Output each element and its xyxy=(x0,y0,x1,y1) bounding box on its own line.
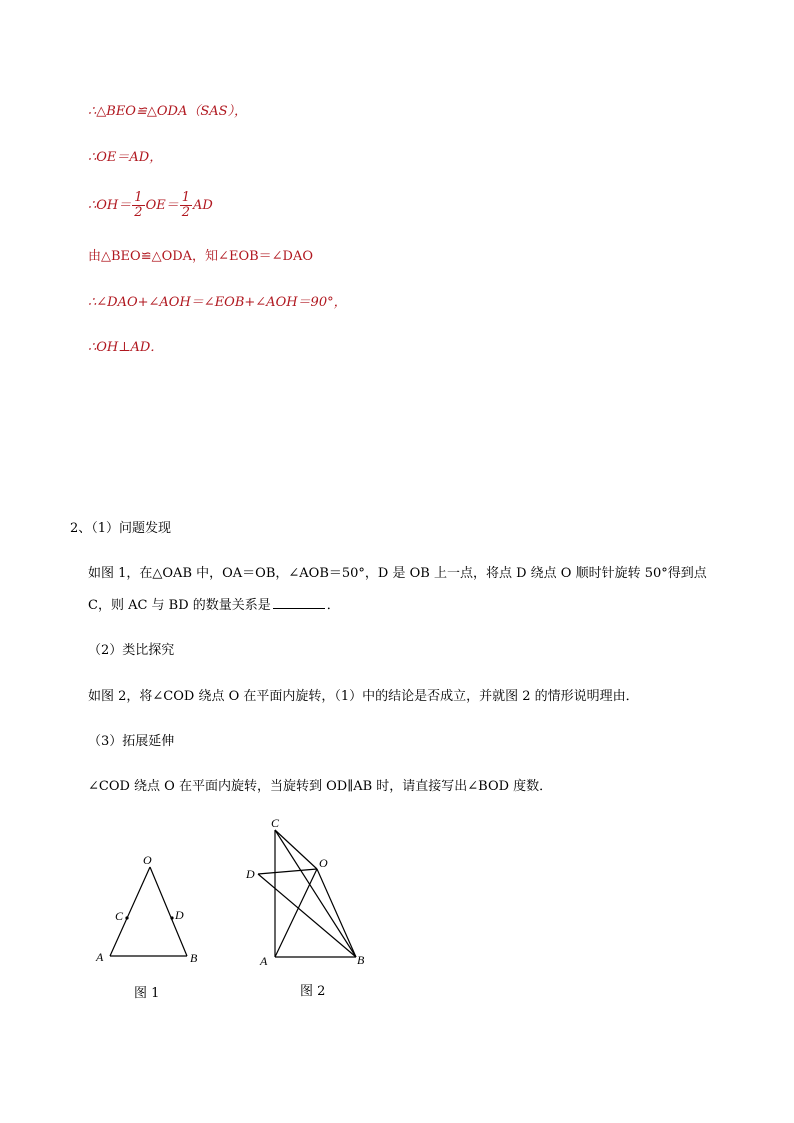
problem-2-heading: 2、（1）问题发现 xyxy=(70,521,172,536)
label-B: B xyxy=(190,951,198,965)
label-A: A xyxy=(96,950,104,964)
answer-blank[interactable] xyxy=(273,596,325,609)
figure-2-caption: 图 2 xyxy=(300,984,326,999)
problem-2-text-1b-post: ． xyxy=(326,598,340,613)
label-A: A xyxy=(260,954,268,968)
label-D: D xyxy=(175,908,184,922)
fraction-numerator: 1 xyxy=(134,190,143,205)
segment-DO xyxy=(258,869,317,874)
label-O: O xyxy=(143,853,152,867)
segment-AO xyxy=(275,869,317,957)
solution-line-3-post: AD xyxy=(193,198,213,213)
segment-CB xyxy=(275,830,356,957)
figure-2-rotation xyxy=(240,812,375,972)
part-3-text: ∠COD 绕点 O 在平面内旋转，当旋转到 OD∥AB 时，请直接写出∠BOD 度数． xyxy=(88,779,553,794)
fraction-denominator: 2 xyxy=(134,205,143,220)
part-2-heading: （2）类比探究 xyxy=(88,643,175,658)
solution-line-4: 由△BEO≌△ODA，知∠EOB＝∠DAO xyxy=(88,249,314,264)
label-C: C xyxy=(271,816,280,830)
problem-2-text-1b xyxy=(88,596,340,615)
solution-line-3-mid: OE＝ xyxy=(145,198,179,213)
segment-DB xyxy=(258,874,356,957)
part-2-text: 如图 2，将∠COD 绕点 O 在平面内旋转，（1）中的结论是否成立，并就图 2 的情形说明理由． xyxy=(88,689,639,704)
fraction-numerator: 1 xyxy=(181,190,190,205)
solution-line-5: ∴∠DAO+∠AOH＝∠EOB+∠AOH＝90°， xyxy=(88,295,347,310)
solution-line-3 xyxy=(88,190,213,222)
solution-line-3-pre: ∴OH＝ xyxy=(88,198,132,213)
label-B: B xyxy=(357,953,365,967)
segment-OB xyxy=(317,869,356,957)
solution-line-6: ∴OH⊥AD． xyxy=(88,340,164,355)
label-O: O xyxy=(319,856,328,870)
fraction-half-2 xyxy=(180,191,192,220)
figure-1-triangle xyxy=(90,845,215,970)
problem-2-text-1b-pre: C，则 AC 与 BD 的数量关系是 xyxy=(88,598,271,613)
part-3-heading: （3）拓展延伸 xyxy=(88,734,175,749)
solution-line-1: ∴△BEO≌△ODA（SAS）， xyxy=(88,104,248,119)
solution-line-2: ∴OE＝AD， xyxy=(88,150,163,165)
label-C: C xyxy=(115,909,124,923)
fraction-half-1 xyxy=(132,191,144,220)
point-C xyxy=(125,916,128,919)
label-D: D xyxy=(246,867,255,881)
fraction-denominator: 2 xyxy=(181,205,190,220)
problem-2-text-1a: 如图 1，在△OAB 中，OA＝OB，∠AOB＝50°，D 是 OB 上一点，将点 D 绕点 O 顺时针旋转 50°得到点 xyxy=(88,566,707,581)
figure-1-caption: 图 1 xyxy=(134,986,160,1001)
point-D xyxy=(170,916,173,919)
